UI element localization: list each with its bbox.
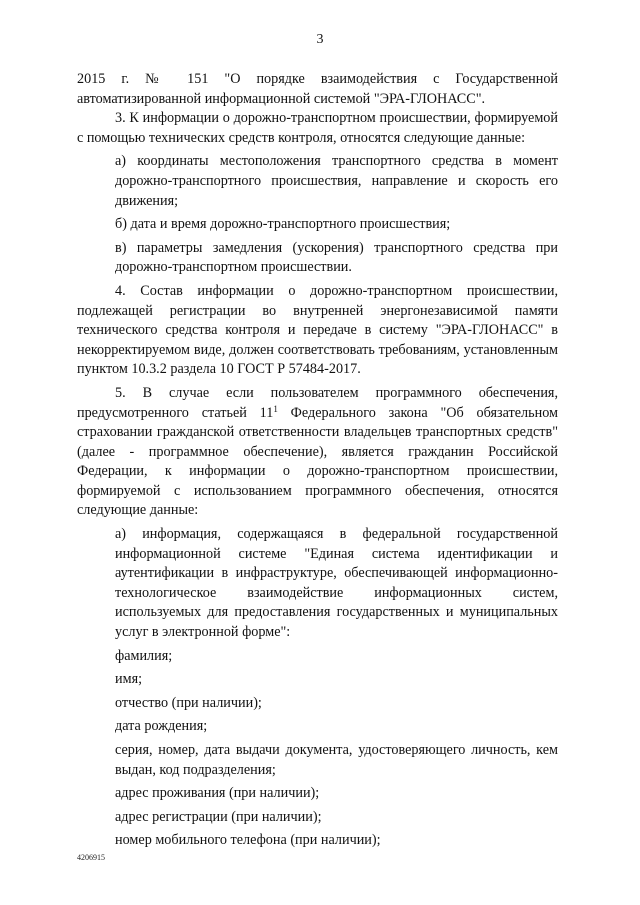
- paragraph-series: серия, номер, дата выдачи документа, удостоверяющего личность, кем выдан, код подразделения;: [115, 742, 558, 778]
- page-number: 3: [316, 32, 324, 47]
- list-item: фамилия;: [115, 647, 173, 664]
- list-item: адрес регистрации (при наличии);: [115, 808, 322, 825]
- paragraph-intro: 2015 г. № 151 "О порядке взаимодействия с Государственной автоматизированной информационной системой "ЭРА-ГЛОНАСС".: [77, 71, 558, 107]
- list-item: адрес проживания (при наличии);: [115, 785, 320, 802]
- paragraph-5a: а) информация, содержащаяся в федеральной государственной информационной системе "Единая система идентификации и аутентификации в инфраструктуре, обеспечивающей информационно-технологическое взаимодействие информационных систем, используемых для предоставления государственных и муниципальных услуг в электронной форме":: [115, 526, 558, 641]
- paragraph-5-rest: Федерального закона "Об обязательном страховании гражданской ответственности владельцев транспортных средств" (далее - программное обеспечение), является гражданин Российской Федерации, к информации о дорожно-транспортном происшествии, формируемой с использованием программного обеспечения, относятся следующие данные:: [77, 404, 559, 519]
- paragraph-4: 4. Состав информации о дорожно-транспортном происшествии, подлежащей регистрации во внутренней энергонезависимой памяти технического средства контроля и передаче в систему "ЭРА-ГЛОНАСС" в некорректируемом виде, должен соответствовать требованиям, установленным пунктом 10.3.2 раздела 10 ГОСТ Р 57484-2017.: [77, 282, 558, 378]
- paragraph-5: [77, 384, 558, 521]
- document-body: [77, 70, 558, 851]
- paragraph-3c: в) параметры замедления (ускорения) транспортного средства при дорожно-транспортном происшествии.: [115, 239, 558, 276]
- paragraph-3a: а) координаты местоположения транспортного средства в момент дорожно-транспортного происшествия, направление и скорость его движения;: [115, 153, 558, 209]
- list-item: дата рождения;: [115, 718, 208, 735]
- footer-code: 4206915: [77, 853, 105, 862]
- paragraph-3: 3. К информации о дорожно-транспортном происшествии, формируемой с помощью технических средств контроля, относятся следующие данные:: [77, 110, 558, 146]
- paragraph-3b: б) дата и время дорожно-транспортного происшествия;: [115, 216, 451, 233]
- list-item: имя;: [115, 671, 143, 688]
- list-item: номер мобильного телефона (при наличии);: [115, 832, 381, 849]
- paragraph-5-start: 5. В случае если пользователем программного обеспечения, предусмотренного статьей 11: [77, 384, 558, 421]
- article-superscript: 1: [273, 403, 278, 414]
- list-item: отчество (при наличии);: [115, 694, 262, 711]
